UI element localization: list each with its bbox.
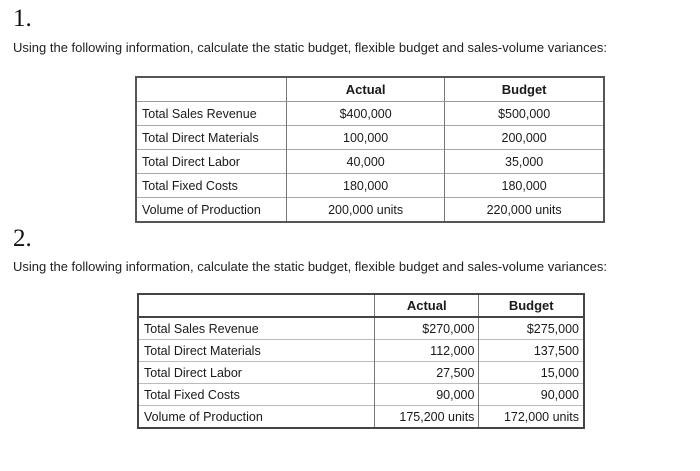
- table-header-row: [136, 77, 604, 102]
- row-label: Total Sales Revenue: [136, 102, 287, 126]
- budget-value: 172,000 units: [479, 406, 584, 429]
- actual-value: 112,000: [375, 340, 479, 362]
- table-row: [138, 384, 584, 406]
- actual-value: $270,000: [375, 317, 479, 340]
- row-label: Total Fixed Costs: [138, 384, 375, 406]
- problem-1-instruction: Using the following information, calculate the static budget, flexible budget and sales-volume variances:: [13, 40, 608, 55]
- actual-value: 27,500: [375, 362, 479, 384]
- actual-value: 175,200 units: [375, 406, 479, 429]
- table-row: [136, 174, 604, 198]
- row-label: Total Sales Revenue: [138, 317, 375, 340]
- table-row: [138, 362, 584, 384]
- row-label: Total Direct Labor: [138, 362, 375, 384]
- table-row: [136, 150, 604, 174]
- budget-value: 35,000: [445, 150, 604, 174]
- actual-value: 200,000 units: [287, 198, 445, 223]
- row-label: Total Direct Materials: [136, 126, 287, 150]
- table-header-row: [138, 294, 584, 317]
- problem-1-table: [135, 76, 605, 223]
- actual-value: 180,000: [287, 174, 445, 198]
- row-label: Volume of Production: [136, 198, 287, 223]
- header-budget: Budget: [479, 294, 584, 317]
- row-label: Total Fixed Costs: [136, 174, 287, 198]
- budget-value: 200,000: [445, 126, 604, 150]
- budget-value: 137,500: [479, 340, 584, 362]
- row-label: Volume of Production: [138, 406, 375, 429]
- table-row: [138, 406, 584, 429]
- problem-2-instruction: Using the following information, calculate the static budget, flexible budget and sales-volume variances:: [13, 259, 608, 274]
- header-budget: Budget: [445, 77, 604, 102]
- table-row: [136, 102, 604, 126]
- header-actual: Actual: [375, 294, 479, 317]
- header-blank: [136, 77, 287, 102]
- problem-2-table: [137, 293, 585, 429]
- problem-1-number: 1.: [13, 5, 32, 32]
- actual-value: 90,000: [375, 384, 479, 406]
- row-label: Total Direct Labor: [136, 150, 287, 174]
- budget-value: $500,000: [445, 102, 604, 126]
- budget-value: $275,000: [479, 317, 584, 340]
- table-row: [136, 126, 604, 150]
- table-row: [136, 198, 604, 223]
- budget-value: 15,000: [479, 362, 584, 384]
- table-row: [138, 340, 584, 362]
- actual-value: 40,000: [287, 150, 445, 174]
- table-row: [138, 317, 584, 340]
- header-blank: [138, 294, 375, 317]
- header-actual: Actual: [287, 77, 445, 102]
- row-label: Total Direct Materials: [138, 340, 375, 362]
- budget-value: 220,000 units: [445, 198, 604, 223]
- problem-2-number: 2.: [13, 225, 32, 252]
- budget-value: 90,000: [479, 384, 584, 406]
- budget-value: 180,000: [445, 174, 604, 198]
- actual-value: $400,000: [287, 102, 445, 126]
- actual-value: 100,000: [287, 126, 445, 150]
